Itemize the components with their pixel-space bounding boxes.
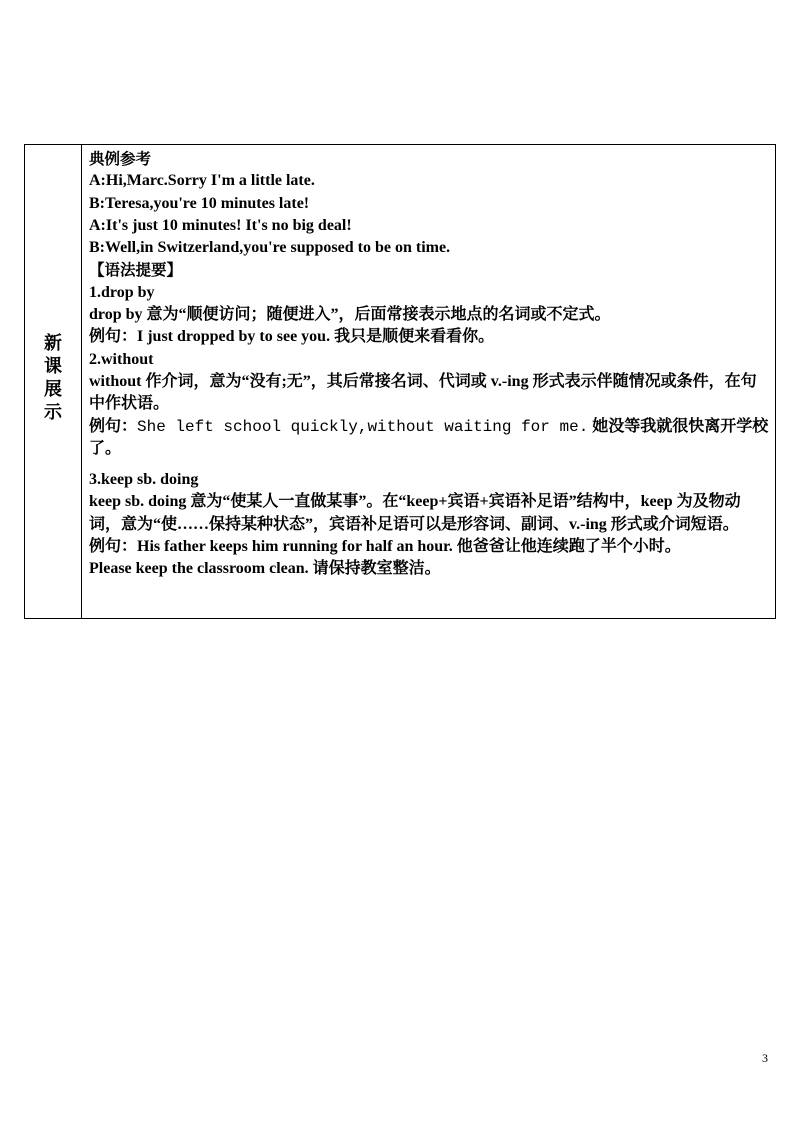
lesson-table (24, 144, 776, 619)
grammar-item-example: 例句：I just dropped by to see you. 我只是顺便来看看你。 (89, 328, 495, 346)
grammar-item-desc: keep sb. doing 意为“使某人一直做某事”。在“keep+宾语+宾语补足语”结构中，keep 为及物动词，意为“使……保持某种状态”，宾语补足语可以是形容词、副词、v.-ing 形式或介词短语。 (89, 493, 741, 533)
example-chinese: 她没等我就很快离开学校了。 (89, 417, 769, 457)
example-prefix: 例句： (89, 417, 138, 435)
grammar-item-title: 2.without (89, 350, 154, 368)
page-number: 3 (762, 1051, 768, 1065)
dialogue-line: B:Well,in Switzerland,you're supposed to be on time. (89, 239, 451, 257)
grammar-item-example: Please keep the classroom clean. 请保持教室整洁。 (89, 560, 441, 578)
spacer (89, 460, 769, 469)
dialogue-line: A:It's just 10 minutes! It's no big deal! (89, 216, 352, 234)
grammar-item-example (89, 416, 769, 461)
section-label-cell (25, 145, 82, 618)
grammar-item-title: 1.drop by (89, 283, 155, 301)
grammar-item-title: 3.keep sb. doing (89, 471, 199, 489)
example-heading: 典例参考 (89, 150, 152, 168)
dialogue-line: B:Teresa,you're 10 minutes late! (89, 194, 310, 212)
example-english: She left school quickly,without waiting for me. (137, 417, 589, 436)
grammar-heading: 【语法提要】 (89, 261, 183, 280)
content-cell (82, 145, 775, 618)
grammar-item-desc: without 作介词，意为“没有;无”，其后常接名词、代词或 v.-ing 形式表示伴随情况或条件，在句中作状语。 (89, 372, 757, 413)
dialogue-line: A:Hi,Marc.Sorry I'm a little late. (89, 172, 315, 190)
section-label: 新课展示 (44, 332, 62, 423)
grammar-item-example: 例句：His father keeps him running for half an hour. 他爸爸让他连续跑了半个小时。 (89, 538, 681, 556)
grammar-item-desc: drop by 意为“顺便访问；随便进入”，后面常接表示地点的名词或不定式。 (89, 306, 611, 324)
